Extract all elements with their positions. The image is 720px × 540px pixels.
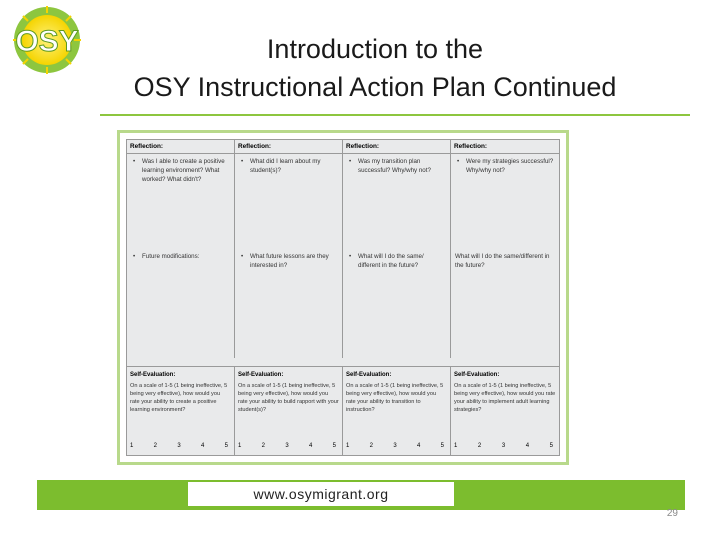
self-evaluation-header: Self-Evaluation: <box>130 372 176 378</box>
reflection-prompt: • What will I do the same/ different in the future? <box>349 253 424 269</box>
self-evaluation-row <box>127 366 559 455</box>
self-evaluation-question: On a scale of 1-5 (1 being ineffective, 5 being very effective), how would you rate your ability to build rapport with your student(s)? <box>238 383 339 413</box>
self-evaluation-question: On a scale of 1-5 (1 being ineffective, 5 being very effective), how would you rate your ability to transition to instruction? <box>346 383 444 413</box>
self-evaluation-question: On a scale of 1-5 (1 being ineffective, 5 being very effective), how would you rate your ability to create a positive learning environment? <box>130 383 228 413</box>
reflection-column-3 <box>343 140 451 358</box>
reflection-header: Reflection: <box>343 140 450 154</box>
rating-scale: 1 2 3 4 5 <box>130 443 228 449</box>
reflection-prompt: • Was my transition plan successful? Why/why not? <box>349 158 431 174</box>
osy-logo <box>6 4 88 76</box>
reflection-column-4 <box>451 140 559 358</box>
website-link[interactable]: www.osymigrant.org <box>188 482 454 506</box>
reflection-column-2 <box>235 140 343 358</box>
self-evaluation-cell <box>343 367 451 455</box>
reflection-header: Reflection: <box>451 140 559 154</box>
rating-scale: 1 2 3 4 5 <box>238 443 336 449</box>
reflection-prompt: • Were my strategies successful? Why/why not? <box>457 158 554 174</box>
slide-number: 29 <box>666 508 678 519</box>
reflection-prompt: • What did I learn about my student(s)? <box>241 158 321 174</box>
self-evaluation-header: Self-Evaluation: <box>346 372 392 378</box>
reflection-grid <box>127 140 559 358</box>
title-divider <box>100 114 690 116</box>
reflection-column-1 <box>127 140 235 358</box>
rating-scale: 1 2 3 4 5 <box>346 443 444 449</box>
reflection-prompt: • Was I able to create a positive learning environment? What worked? What didn't? <box>133 158 225 183</box>
reflection-header: Reflection: <box>235 140 342 154</box>
title-line-2: OSY Instructional Action Plan Continued <box>133 72 617 102</box>
title-line-1: Introduction to the <box>266 34 484 64</box>
reflection-prompt: What will I do the same/different in the future? <box>455 253 550 269</box>
reflection-prompt: • Future modifications: <box>133 253 200 260</box>
self-evaluation-question: On a scale of 1-5 (1 being ineffective, 5 being very effective), how would you rate your ability to implement adult learning strategies? <box>454 383 556 413</box>
reflection-prompt: • What future lessons are they interested in? <box>241 253 329 269</box>
self-evaluation-cell <box>235 367 343 455</box>
document-page <box>126 139 560 456</box>
action-plan-document <box>117 130 569 465</box>
self-evaluation-header: Self-Evaluation: <box>454 372 500 378</box>
reflection-header: Reflection: <box>127 140 234 154</box>
self-evaluation-cell <box>451 367 559 455</box>
logo-text: OSY <box>15 25 79 58</box>
slide-title <box>80 30 670 106</box>
self-evaluation-cell <box>127 367 235 455</box>
rating-scale: 1 2 3 4 5 <box>454 443 553 449</box>
self-evaluation-header: Self-Evaluation: <box>238 372 284 378</box>
